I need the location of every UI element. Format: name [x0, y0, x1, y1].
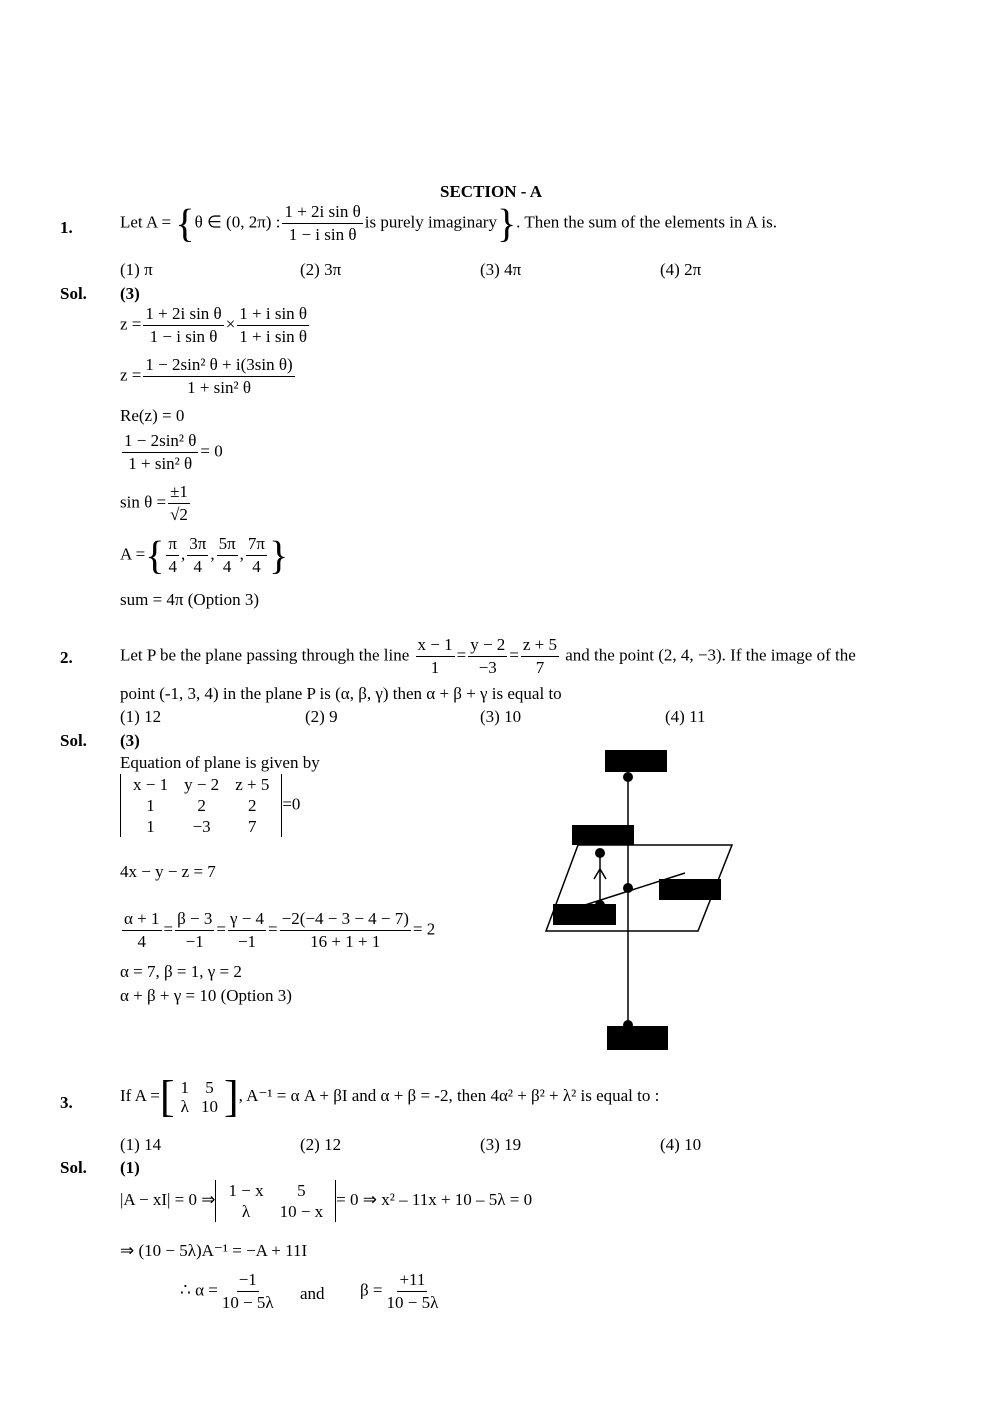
q2-values: α = 7, β = 1, γ = 2 [120, 962, 242, 981]
q2-option-1: (1) 12 [120, 707, 162, 726]
q3-option-4: (4) 10 [660, 1135, 702, 1154]
q2-answer: (3) [120, 731, 140, 750]
q1-step-set: A ={ $\frac{\pi}{4}$ , $\frac{3\pi}{4}$ , $\frac{5\pi}{4}$ , $\frac{7\pi}{4}$ } [120, 532, 289, 578]
q2-determinant: x − 1 y − 2 z + 5 1 2 2 1 −3 7 =0 [120, 774, 300, 837]
q1-option-2: (2) 3π [300, 260, 342, 279]
redacted-label-1 [605, 750, 667, 772]
q3-number: 3. [60, 1093, 73, 1112]
q1-option-3: (3) 4π [480, 260, 522, 279]
q3-sol-label: Sol. [60, 1158, 87, 1177]
q2-option-3: (3) 10 [480, 707, 522, 726]
q2-option-4: (4) 11 [665, 707, 706, 726]
q3-matrix: 1 5 λ 10 [180, 1078, 218, 1116]
point-top [623, 772, 633, 782]
q2-number: 2. [60, 648, 73, 667]
q1-step-z1: z = $\frac{\text{1 + 2i sin θ}}{\text{1 − i sin θ}}$ × $\frac{\text{1 + i sin θ}}{\text{1 + i sin θ}}$ [120, 304, 308, 346]
q3-and: and [300, 1284, 325, 1303]
left-brace: { [175, 200, 195, 246]
q2-plane-eq: 4x − y − z = 7 [120, 862, 216, 881]
q1-statement: Let A = {θ ∈ (0, 2π) : $\frac{\text{1 + 2i sin θ}}{\text{1 − i sin θ}}$ is purely imaginary}. Then the sum of the elements in A is. [120, 200, 777, 246]
q3-statement: If A =[ 1 5 λ 10 ], A⁻¹ = α A + βI and α + β = -2, then 4α² + β² + λ² is equal to : [120, 1072, 660, 1121]
q2-statement-line2: point (-1, 3, 4) in the plane P is (α, β, γ) then α + β + γ is equal to [120, 684, 562, 703]
point-intersection [623, 883, 633, 893]
q1-answer: (3) [120, 284, 140, 303]
redacted-label-5 [607, 1026, 668, 1050]
q1-fraction: $\frac{\text{1 + 2i sin θ}}{\text{1 − i sin θ}}$ [284, 202, 361, 244]
q1-step-sin: sin θ = $\frac{\pm 1}{√2}$ [120, 482, 188, 524]
q1-number: 1. [60, 218, 73, 237]
q1-sol-label: Sol. [60, 284, 87, 303]
q3-option-1: (1) 14 [120, 1135, 162, 1154]
q2-sum: α + β + γ = 10 (Option 3) [120, 986, 292, 1005]
redacted-label-4 [553, 904, 616, 925]
q3-beta: β = $\frac{+11}{10 - 5\lambda}$ [360, 1270, 439, 1312]
q2-ratio-line: $\frac{\alpha + 1}{4}$ = $\frac{\beta - 3}{-1}$ = $\frac{\gamma - 4}{-1}$ = $\frac{-2(-4 - 3 - 4 - 7)}{16 + 1 + 1}$ = 2 [124, 909, 436, 951]
q3-step-1: |A − xI| = 0 ⇒ 1 − x 5 λ 10 − x = 0 ⇒ x² – 11x + 10 – 5λ = 0 [120, 1181, 533, 1221]
q3-answer: (1) [120, 1158, 140, 1177]
q3-option-2: (2) 12 [300, 1135, 342, 1154]
q1-step-real: $\frac{\text{1 − 2sin² θ}}{\text{1 + sin² θ}}$ = 0 [124, 431, 223, 473]
right-brace: } [496, 200, 517, 246]
q1-step-rez: Re(z) = 0 [120, 406, 185, 425]
q2-statement: Let P be the plane passing through the line $\frac{x - 1}{1}$ = $\frac{y - 2}{-3}$ = $\frac{z + 5}{7}$ and the point (2, 4, −3). If the image of the [120, 635, 856, 677]
q3-step-2: ⇒ (10 − 5λ)A⁻¹ = −A + 11I [120, 1241, 308, 1260]
q1-sum: sum = 4π (Option 3) [120, 590, 260, 609]
section-title: SECTION - A [440, 182, 543, 201]
point-image [595, 848, 605, 858]
q3-alpha: ∴ α = $\frac{-1}{10 - 5\lambda}$ [180, 1270, 274, 1312]
q2-option-2: (2) 9 [305, 707, 338, 726]
q1-option-1: (1) π [120, 260, 153, 279]
plane-diagram [540, 745, 740, 1055]
q2-eq-text: Equation of plane is given by [120, 753, 320, 772]
redacted-label-3 [659, 879, 721, 900]
q2-sol-label: Sol. [60, 731, 87, 750]
redacted-label-2 [572, 825, 634, 845]
q3-option-3: (3) 19 [480, 1135, 522, 1154]
q1-option-4: (4) 2π [660, 260, 702, 279]
q1-step-z2: z = $\frac{\text{1 − 2sin² θ + i(3sin θ)}}{\text{1 + sin² θ}}$ [120, 355, 293, 397]
